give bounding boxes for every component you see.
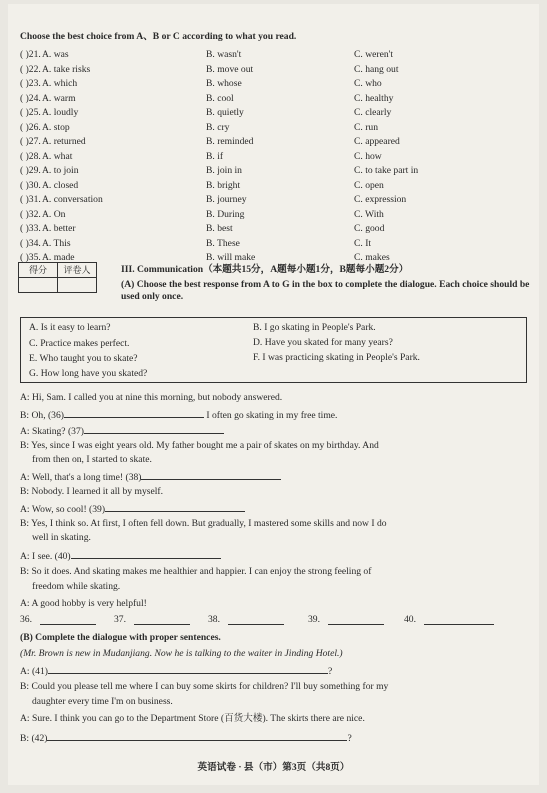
choice-d: D. Have you skated for many years? — [253, 337, 393, 348]
question-row — [20, 136, 480, 150]
option-c: C. how — [354, 150, 382, 162]
answer-blank-39[interactable] — [105, 502, 245, 512]
dialogue-line: B: Yes, since I was eight years old. My father bought me a pair of skates on my birthday. And — [20, 440, 379, 451]
question-row — [20, 209, 480, 223]
question-number: ( )32. — [20, 208, 41, 220]
dialogue-b-line: daughter every time I'm on business. — [32, 696, 173, 707]
dialogue-b-line: A: (41) ? — [20, 666, 333, 677]
option-a: A. On — [42, 208, 66, 220]
option-a: A. closed — [42, 179, 79, 191]
dialogue-line: A: Wow, so cool! (39) — [20, 502, 535, 516]
question-number: ( )35. — [20, 252, 41, 263]
answer-line-40[interactable] — [424, 615, 494, 625]
dialogue-line: from then on, I started to skate. — [32, 454, 152, 465]
answer-line-36[interactable] — [40, 615, 96, 625]
option-a: A. made — [42, 252, 75, 263]
question-row — [20, 194, 480, 208]
dialogue-line: A: Hi, Sam. I called you at nine this morning, but nobody answered. — [20, 392, 283, 403]
option-b: B. move out — [206, 63, 254, 75]
option-b: B. will make — [206, 252, 256, 263]
option-c: C. run — [354, 121, 378, 133]
option-a: A. This — [42, 237, 71, 249]
dialogue-b-line: A: Sure. I think you can go to the Department Store (百货大楼). The skirts there are nice. — [20, 713, 365, 724]
option-a: A. stop — [42, 121, 70, 133]
question-row — [20, 49, 480, 63]
option-c: C. open — [354, 179, 384, 191]
option-b: B. whose — [206, 78, 242, 89]
answer-blank-40[interactable] — [71, 549, 221, 559]
section-title: Choose the best choice from A、B or C according to what you read. — [20, 31, 297, 42]
question-number: ( )21. — [20, 49, 41, 60]
grader-cell — [58, 278, 97, 293]
option-b: B. reminded — [206, 136, 254, 147]
option-a: A. warm — [42, 92, 76, 104]
option-a: A. better — [42, 223, 76, 234]
question-row — [20, 78, 480, 92]
choice-g: G. How long have you skated? — [29, 368, 148, 379]
option-c: C. good — [354, 223, 385, 234]
option-a: A. loudly — [42, 107, 79, 118]
option-b: B. if — [206, 150, 224, 162]
score-table — [18, 262, 97, 293]
answer-line-39[interactable] — [328, 615, 384, 625]
question-number: ( )33. — [20, 223, 41, 234]
option-c: C. expression — [354, 194, 407, 205]
option-c: C. With — [354, 208, 384, 220]
question-row — [20, 165, 480, 179]
score-cell — [19, 278, 58, 293]
option-c: C. who — [354, 78, 382, 89]
answer-blank-41[interactable] — [48, 664, 328, 674]
choice-c: C. Practice makes perfect. — [29, 338, 130, 349]
question-number: ( )24. — [20, 92, 41, 104]
dialogue-line: B: Nobody. I learned it all by myself. — [20, 486, 163, 497]
answer-blank-42[interactable] — [47, 731, 347, 741]
question-number: ( )30. — [20, 179, 41, 191]
question-number: ( )23. — [20, 78, 41, 89]
dialogue-b-line: B: (42) ? — [20, 733, 352, 744]
option-c: C. hang out — [354, 63, 399, 75]
choice-e: E. Who taught you to skate? — [29, 353, 138, 364]
dialogue-line: well in skating. — [32, 532, 91, 543]
question-number: ( )31. — [20, 194, 41, 205]
answer-blank-36[interactable] — [64, 408, 204, 418]
question-row — [20, 122, 480, 136]
dialogue-line: A: A good hobby is very helpful! — [20, 598, 147, 609]
question-number: ( )26. — [20, 121, 41, 133]
option-b: B. join in — [206, 165, 242, 176]
option-b: B. wasn't — [206, 49, 242, 60]
question-row — [20, 180, 480, 194]
option-c: C. appeared — [354, 136, 400, 147]
option-b: B. journey — [206, 194, 247, 205]
option-c: C. weren't — [354, 49, 394, 60]
option-b: B. bright — [206, 179, 241, 191]
dialogue-line: B: Oh, (36) I often go skating in my free time. — [20, 410, 338, 421]
grader-header: 评卷人 — [58, 263, 97, 278]
option-a: A. take risks — [42, 63, 91, 75]
dialogue-line: freedom while skating. — [32, 581, 121, 592]
exam-page — [8, 4, 539, 785]
question-number: ( )28. — [20, 150, 41, 162]
option-a: A. conversation — [42, 194, 103, 205]
choice-f: F. I was practicing skating in People's Park. — [253, 352, 420, 363]
option-b: B. quietly — [206, 107, 244, 118]
option-c: C. It — [354, 237, 372, 249]
choice-b: B. I go skating in People's Park. — [253, 322, 376, 333]
dialogue-line: A: Well, that's a long time! (38) — [20, 470, 535, 484]
option-c: C. healthy — [354, 92, 394, 104]
dialogue-line: A: Skating? (37) — [20, 424, 535, 438]
answer-row: 36. 37. 38. 39. 40. — [20, 614, 520, 628]
option-c: C. clearly — [354, 107, 392, 118]
option-b: B. During — [206, 208, 245, 220]
option-c: C. makes — [354, 252, 390, 263]
question-number: ( )29. — [20, 165, 41, 176]
dialogue-line: B: So it does. And skating makes me healthier and happier. I can enjoy the strong feeling of — [20, 566, 372, 577]
question-number: ( )22. — [20, 63, 41, 75]
section-b-heading: (B) Complete the dialogue with proper sentences. — [20, 632, 221, 643]
question-row — [20, 238, 480, 252]
question-number: ( )27. — [20, 136, 41, 147]
option-a: A. to join — [42, 165, 79, 176]
section-3-heading: III. Communication（本题共15分，A题每小题1分，B题每小题2分） — [121, 264, 409, 275]
score-header: 得分 — [19, 263, 58, 278]
question-row — [20, 93, 480, 107]
option-a: A. which — [42, 78, 78, 89]
dialogue-line: B: Yes, I think so. At first, I often fell down. But gradually, I mastered some skills and now I do — [20, 518, 387, 529]
section-a-instructions: (A) Choose the best response from A to G in the box to complete the dialogue. Each choice should be used only once. — [121, 279, 530, 302]
dialogue-b-line: B: Could you please tell me where I can buy some skirts for children? I'll buy something for my — [20, 681, 389, 692]
dialogue-line: A: I see. (40) — [20, 549, 535, 563]
choice-a: A. Is it easy to learn? — [29, 322, 111, 333]
question-row — [20, 151, 480, 165]
question-row — [20, 107, 480, 121]
answer-line-38[interactable] — [228, 615, 284, 625]
option-b: B. cool — [206, 92, 234, 104]
answer-blank-37[interactable] — [84, 424, 224, 434]
choice-box — [20, 317, 527, 383]
section-b-context: (Mr. Brown is new in Mudanjiang. Now he is talking to the waiter in Jinding Hotel.) — [20, 648, 343, 659]
answer-blank-38[interactable] — [141, 470, 281, 480]
option-a: A. was — [42, 49, 69, 60]
question-row — [20, 64, 480, 78]
question-row — [20, 223, 480, 237]
option-b: B. cry — [206, 121, 230, 133]
question-number: ( )25. — [20, 107, 41, 118]
answer-line-37[interactable] — [134, 615, 190, 625]
option-b: B. These — [206, 237, 240, 249]
option-c: C. to take part in — [354, 165, 419, 176]
page-footer: 英语试卷 · 县（市）第3页（共8页） — [197, 762, 350, 773]
question-number: ( )34. — [20, 237, 41, 249]
option-a: A. returned — [42, 136, 86, 147]
option-a: A. what — [42, 150, 73, 162]
option-b: B. best — [206, 223, 233, 234]
